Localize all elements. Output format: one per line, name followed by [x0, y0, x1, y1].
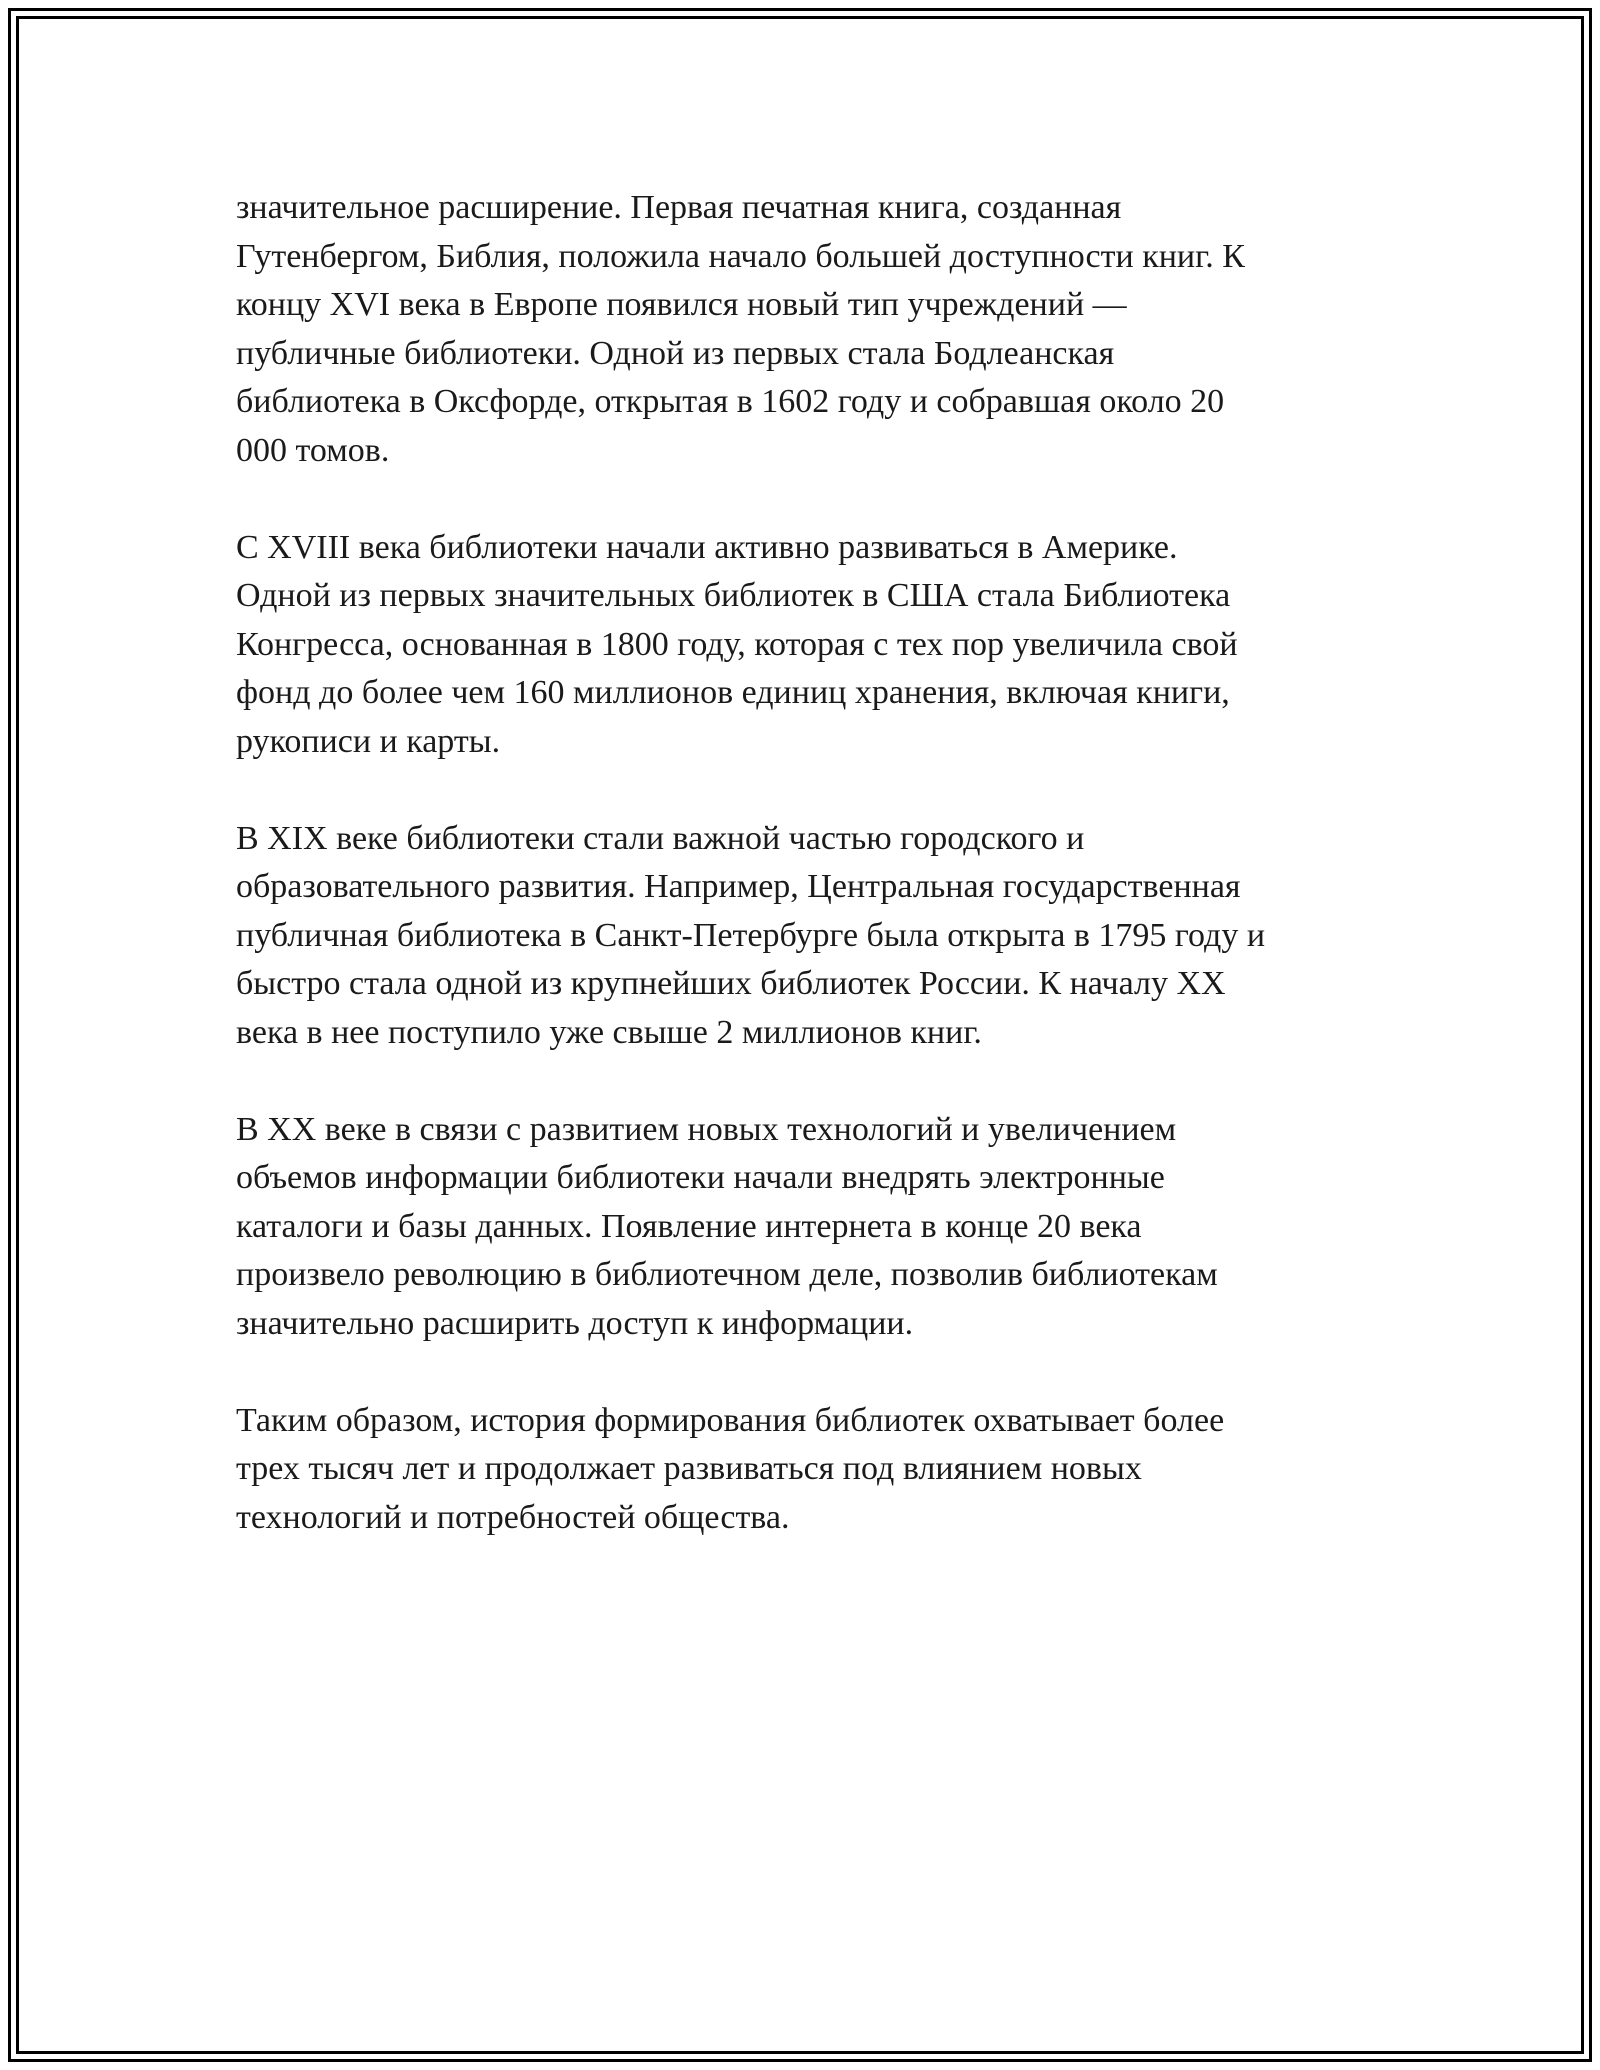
text-line: концу XVI века в Европе появился новый тип учреждений —	[236, 286, 1127, 323]
text-line: Таким образом, история формирования библиотек охватывает более	[236, 1401, 1225, 1439]
text-line: В XX веке в связи с развитием новых технологий и увеличением	[236, 1110, 1177, 1148]
text-line: публичная библиотека в Санкт-Петербурге была открыта в 1795 году и	[236, 916, 1266, 954]
document-body	[236, 184, 1366, 1591]
text-line: 000 томов.	[236, 431, 390, 469]
text-line: значительно расширить доступ к информации.	[236, 1304, 914, 1342]
text-line: трех тысяч лет и продолжает развиваться под влиянием новых	[236, 1450, 1142, 1487]
text-line: публичные библиотеки. Одной из первых стала Бодлеанская	[236, 334, 1115, 372]
text-line: значительное расширение. Первая печатная книга, созданная	[236, 189, 1122, 226]
text-line: библиотека в Оксфорде, открытая в 1602 году и собравшая около 20	[236, 383, 1225, 420]
text-line: произвело революцию в библиотечном деле, позволив библиотекам	[236, 1256, 1218, 1293]
text-line: каталоги и базы данных. Появление интернета в конце 20 века	[236, 1207, 1142, 1245]
text-line: Гутенбергом, Библия, положила начало большей доступности книг. К	[236, 237, 1245, 275]
text-line: объемов информации библиотеки начали внедрять электронные	[236, 1159, 1165, 1196]
text-line: века в нее поступило уже свыше 2 миллионов книг.	[236, 1013, 982, 1051]
text-line: С XVIII века библиотеки начали активно развиваться в Америке.	[236, 528, 1178, 566]
text-line: фонд до более чем 160 миллионов единиц хранения, включая книги,	[236, 674, 1230, 711]
paragraph-1	[236, 184, 1366, 475]
text-line: Одной из первых значительных библиотек в США стала Библиотека	[236, 577, 1231, 614]
paragraph-5	[236, 1397, 1366, 1543]
text-line: образовательного развития. Например, Центральная государственная	[236, 868, 1241, 905]
text-line: Конгресса, основанная в 1800 году, которая с тех пор увеличила свой	[236, 625, 1238, 663]
text-line: В XIX веке библиотеки стали важной частью городского и	[236, 819, 1085, 857]
paragraph-2	[236, 524, 1366, 767]
text-line: рукописи и карты.	[236, 722, 501, 760]
text-line: быстро стала одной из крупнейших библиотек России. К началу XX	[236, 965, 1226, 1002]
paragraph-3	[236, 815, 1366, 1058]
text-line: технологий и потребностей общества.	[236, 1498, 790, 1536]
paragraph-4	[236, 1106, 1366, 1349]
